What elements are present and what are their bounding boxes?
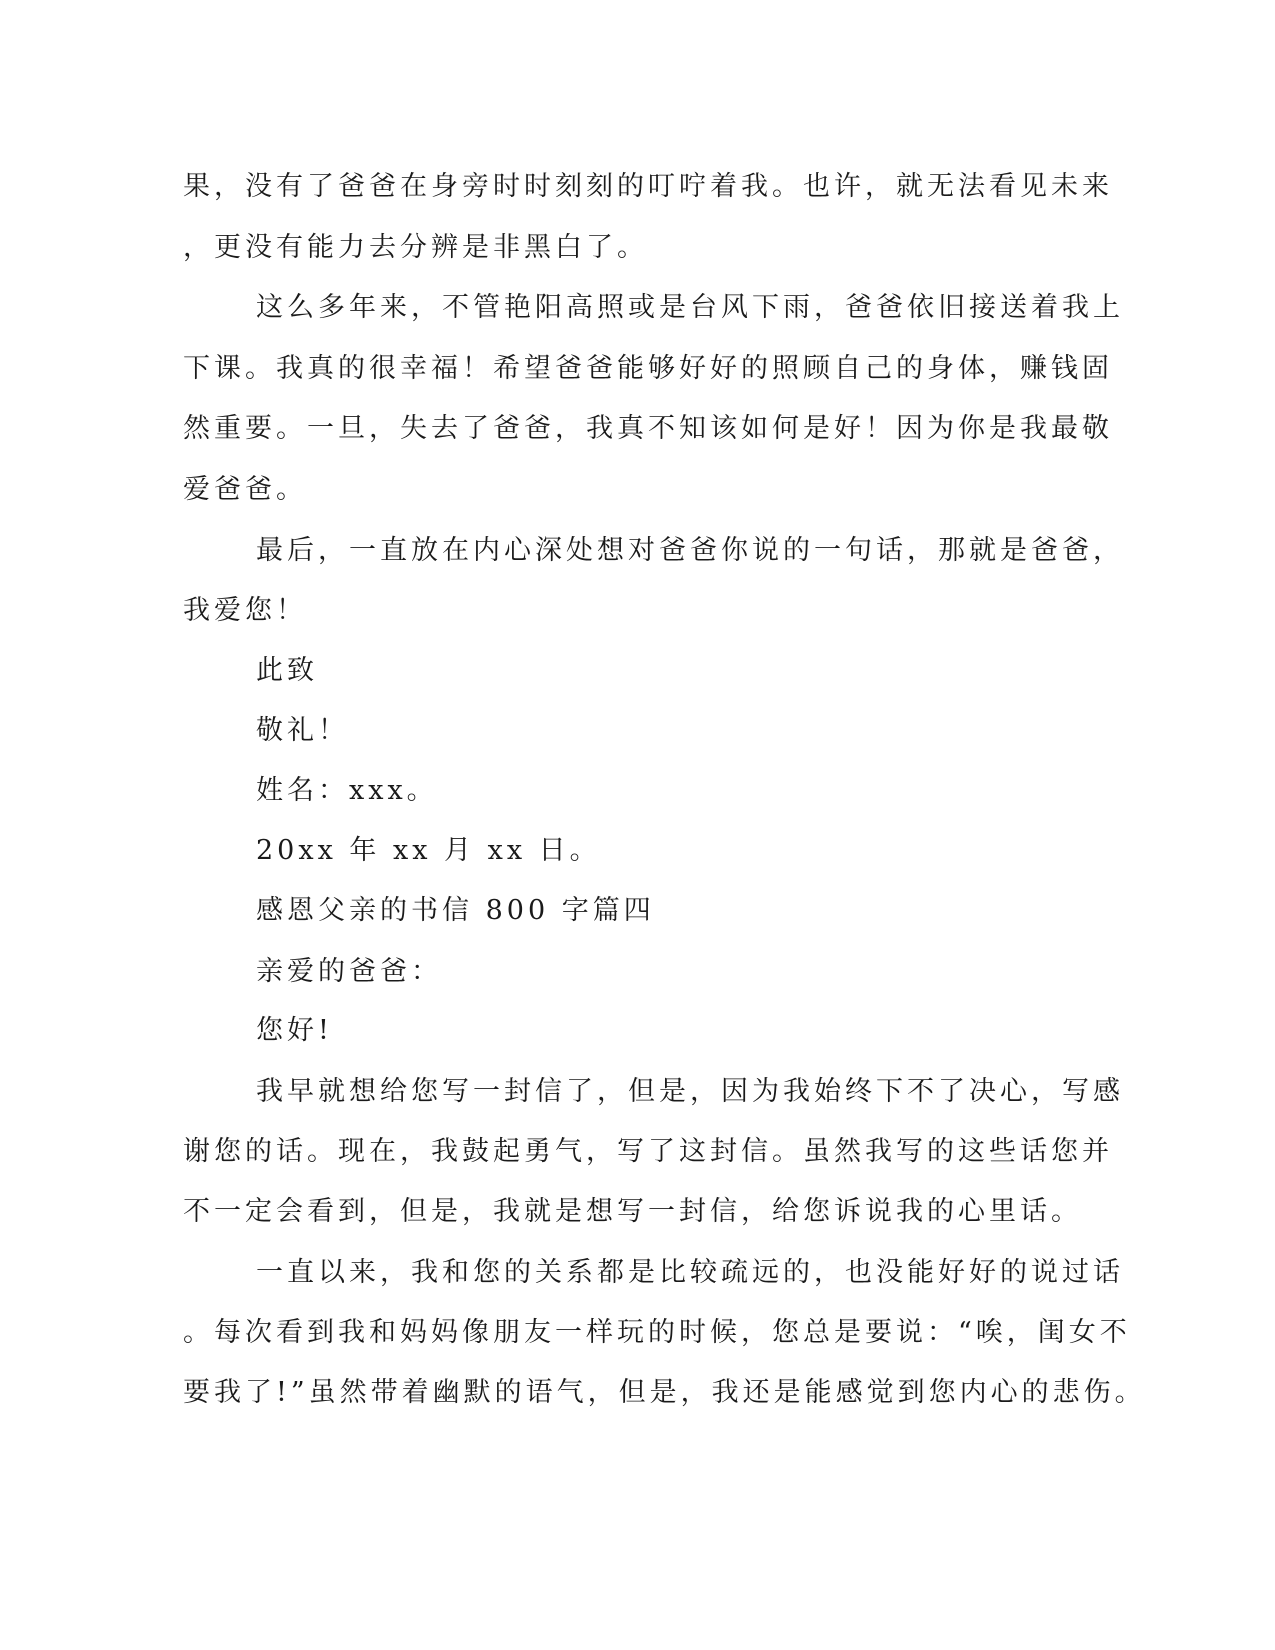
signature-date: 20xx 年 xx 月 xx 日。 [256,835,601,866]
section-heading: 感恩父亲的书信 800 字篇四 [256,895,655,926]
body-text-line: 要我了!”虽然带着幽默的语气，但是，我还是能感觉到您内心的悲伤。 [183,1377,1146,1408]
signature-name: 姓名：xxx。 [256,775,438,806]
body-text-line: ，更没有能力去分辨是非黑白了。 [183,232,648,263]
paragraph-start-line: 一直以来，我和您的关系都是比较疏远的，也没能好好的说过话 [256,1257,1124,1288]
body-text-line: 不一定会看到，但是，我就是想写一封信，给您诉说我的心里话。 [183,1196,1082,1227]
letter-hello: 您好! [256,1015,333,1046]
closing-regards: 敬礼！ [256,715,349,746]
body-text-line: 爱爸爸。 [183,474,307,505]
body-text-line: 谢您的话。现在，我鼓起勇气，写了这封信。虽然我写的这些话您并 [183,1136,1113,1167]
closing-salutation: 此致 [256,655,318,686]
body-text-line: 然重要。一旦，失去了爸爸，我真不知该如何是好！因为你是我最敬 [183,413,1113,444]
letter-greeting: 亲爱的爸爸： [256,956,442,987]
paragraph-start-line: 这么多年来，不管艳阳高照或是台风下雨，爸爸依旧接送着我上 [256,292,1124,323]
body-text-line: 下课。我真的很幸福！希望爸爸能够好好的照顾自己的身体，赚钱固 [183,353,1113,384]
paragraph-start-line: 最后，一直放在内心深处想对爸爸你说的一句话，那就是爸爸， [256,535,1124,566]
paragraph-start-line: 我早就想给您写一封信了，但是，因为我始终下不了决心，写感 [256,1076,1124,1107]
body-text-line: 果，没有了爸爸在身旁时时刻刻的叮咛着我。也许，就无法看见未来 [183,171,1113,202]
body-text-line: 我爱您！ [183,595,307,626]
body-text-line: 。每次看到我和妈妈像朋友一样玩的时候，您总是要说：“唉，闺女不 [183,1317,1131,1348]
